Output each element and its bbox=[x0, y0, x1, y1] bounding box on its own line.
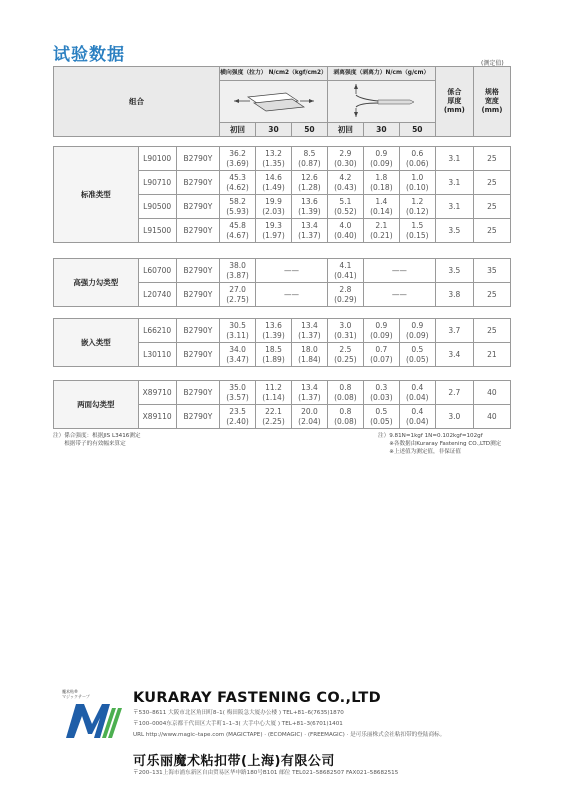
cn-company-name: 可乐丽魔术粘扣带(上海)有限公司 bbox=[133, 754, 335, 769]
peel-30-header: 30 bbox=[363, 123, 399, 137]
magic-tape-logo-icon bbox=[62, 700, 128, 740]
cell-s30: —— bbox=[256, 259, 328, 283]
cell-hook: X89710 bbox=[138, 381, 176, 405]
cell-s0: 35.0 (3.57) bbox=[220, 381, 256, 405]
cell-s0: 27.0 (2.75) bbox=[220, 283, 256, 307]
cell-p50: 0.4 (0.04) bbox=[399, 381, 435, 405]
cell-p50: 1.5 (0.15) bbox=[399, 219, 435, 243]
cell-hook: L30110 bbox=[138, 343, 176, 367]
cell-loop: B2790Y bbox=[176, 405, 219, 429]
cell-w: 21 bbox=[473, 343, 510, 367]
group-name: 高强力勾类型 bbox=[54, 259, 139, 307]
cell-s30: 19.9 (2.03) bbox=[256, 195, 292, 219]
cell-s50: 12.6 (1.28) bbox=[291, 171, 327, 195]
shear-initial-header: 初回 bbox=[220, 123, 256, 137]
cell-t: 3.5 bbox=[435, 259, 473, 283]
width-header: 规格 宽度 (mm) bbox=[473, 67, 510, 137]
cell-w: 25 bbox=[473, 219, 510, 243]
cell-hook: L91500 bbox=[138, 219, 176, 243]
data-group-table bbox=[53, 380, 511, 429]
cell-p30: 0.5 (0.05) bbox=[363, 405, 399, 429]
cell-p30: 0.9 (0.09) bbox=[363, 319, 399, 343]
shear-50-header: 50 bbox=[291, 123, 327, 137]
peel-50-header: 50 bbox=[399, 123, 435, 137]
cell-hook: L60700 bbox=[138, 259, 176, 283]
cell-loop: B2790Y bbox=[176, 319, 219, 343]
cell-p30: 0.7 (0.07) bbox=[363, 343, 399, 367]
shear-strength-header: 横向强度（拉力） N/cm2（kgf/cm2） bbox=[220, 67, 328, 81]
cell-w: 40 bbox=[473, 405, 510, 429]
table-row bbox=[54, 319, 511, 343]
notes-right: 注）9.81N=1kgf 1N=0.102kgf=102gf ※各数据由Kuraray Fastening CO.,LTD测定 ※上述值为测定值，非保证值 bbox=[378, 433, 502, 455]
cell-s30: 13.2 (1.35) bbox=[256, 147, 292, 171]
cell-w: 40 bbox=[473, 381, 510, 405]
cell-loop: B2790Y bbox=[176, 147, 219, 171]
cell-s0: 30.5 (3.11) bbox=[220, 319, 256, 343]
cell-hook: L90710 bbox=[138, 171, 176, 195]
cell-w: 25 bbox=[473, 319, 510, 343]
cell-hook: L66210 bbox=[138, 319, 176, 343]
cell-p0: 2.5 (0.25) bbox=[327, 343, 363, 367]
cell-p0: 3.0 (0.31) bbox=[327, 319, 363, 343]
cn-address: 〒200–131上海市浦东新区自由贸易区华申路180号B101 邮位 TEL021–58682507 FAX021–58682515 bbox=[133, 770, 399, 776]
table-row bbox=[54, 381, 511, 405]
peel-test-diagram bbox=[327, 81, 435, 123]
cell-p0: 2.9 (0.30) bbox=[327, 147, 363, 171]
cell-t: 3.1 bbox=[435, 147, 473, 171]
company-name: KURARAY FASTENING CO.,LTD bbox=[133, 690, 381, 706]
cell-hook: L90100 bbox=[138, 147, 176, 171]
cell-loop: B2790Y bbox=[176, 259, 219, 283]
cell-s0: 23.5 (2.40) bbox=[220, 405, 256, 429]
cell-s30: 18.5 (1.89) bbox=[256, 343, 292, 367]
peel-initial-header: 初回 bbox=[327, 123, 363, 137]
cell-s50: 13.4 (1.37) bbox=[291, 219, 327, 243]
cell-s50: 8.5 (0.87) bbox=[291, 147, 327, 171]
peel-diagram-icon bbox=[338, 81, 424, 119]
group-name: 嵌入类型 bbox=[54, 319, 139, 367]
cell-w: 25 bbox=[473, 283, 510, 307]
table-row bbox=[54, 147, 511, 171]
cell-t: 3.1 bbox=[435, 171, 473, 195]
cell-t: 3.7 bbox=[435, 319, 473, 343]
cell-p50: 0.5 (0.05) bbox=[399, 343, 435, 367]
cell-p0: 4.2 (0.43) bbox=[327, 171, 363, 195]
cell-p30: 1.8 (0.18) bbox=[363, 171, 399, 195]
cell-s0: 38.0 (3.87) bbox=[220, 259, 256, 283]
cell-p30: 2.1 (0.21) bbox=[363, 219, 399, 243]
cell-loop: B2790Y bbox=[176, 171, 219, 195]
data-group-table bbox=[53, 318, 511, 367]
cell-s30: 13.6 (1.39) bbox=[256, 319, 292, 343]
cell-p0: 0.8 (0.08) bbox=[327, 405, 363, 429]
shear-test-diagram bbox=[220, 81, 328, 123]
cell-loop: B2790Y bbox=[176, 381, 219, 405]
cell-p0: 4.1 (0.41) bbox=[327, 259, 363, 283]
cell-s0: 36.2 (3.69) bbox=[220, 147, 256, 171]
cell-loop: B2790Y bbox=[176, 343, 219, 367]
cell-p0: 0.8 (0.08) bbox=[327, 381, 363, 405]
cell-loop: B2790Y bbox=[176, 283, 219, 307]
shear-30-header: 30 bbox=[256, 123, 292, 137]
cell-p50: 1.0 (0.10) bbox=[399, 171, 435, 195]
cell-p0: 5.1 (0.52) bbox=[327, 195, 363, 219]
cell-hook: L90500 bbox=[138, 195, 176, 219]
cell-p0: 2.8 (0.29) bbox=[327, 283, 363, 307]
cell-t: 3.8 bbox=[435, 283, 473, 307]
cell-p50: 0.9 (0.09) bbox=[399, 319, 435, 343]
peel-strength-header: 剥离强度（剥离力）N/cm（g/cm） bbox=[327, 67, 435, 81]
cell-s0: 58.2 (5.93) bbox=[220, 195, 256, 219]
cell-p50: 0.4 (0.04) bbox=[399, 405, 435, 429]
address-tokyo: 〒100–0004东京都千代田区大手町1–1–3( 大手中心大厦 ) TEL+81–3(6701)1401 bbox=[133, 721, 343, 727]
cell-s30: —— bbox=[256, 283, 328, 307]
cell-p50: 0.6 (0.06) bbox=[399, 147, 435, 171]
combination-header: 组合 bbox=[54, 67, 220, 137]
cell-hook: L20740 bbox=[138, 283, 176, 307]
cell-s50: 13.4 (1.37) bbox=[291, 319, 327, 343]
cell-hook: X89110 bbox=[138, 405, 176, 429]
cell-s50: 20.0 (2.04) bbox=[291, 405, 327, 429]
cell-w: 25 bbox=[473, 171, 510, 195]
cell-t: 3.5 bbox=[435, 219, 473, 243]
cell-t: 3.1 bbox=[435, 195, 473, 219]
page-title: 试验数据 bbox=[53, 45, 125, 65]
table-row bbox=[54, 259, 511, 283]
cell-p30: 1.4 (0.14) bbox=[363, 195, 399, 219]
cell-s0: 45.8 (4.67) bbox=[220, 219, 256, 243]
cell-s50: 13.4 (1.37) bbox=[291, 381, 327, 405]
logo-caption: 魔术贴® マジックテープ bbox=[62, 689, 90, 699]
cell-loop: B2790Y bbox=[176, 219, 219, 243]
cell-t: 2.7 bbox=[435, 381, 473, 405]
cell-t: 3.4 bbox=[435, 343, 473, 367]
notes-left: 注）係合强度：根据JIS L3416测定 根据带子的有效幅来算定 bbox=[53, 433, 141, 447]
cell-s0: 34.0 (3.47) bbox=[220, 343, 256, 367]
cell-s0: 45.3 (4.62) bbox=[220, 171, 256, 195]
cell-t: 3.0 bbox=[435, 405, 473, 429]
cell-s50: 18.0 (1.84) bbox=[291, 343, 327, 367]
cell-p50: 1.2 (0.12) bbox=[399, 195, 435, 219]
cell-s30: 14.6 (1.49) bbox=[256, 171, 292, 195]
cell-s30: 19.3 (1.97) bbox=[256, 219, 292, 243]
cell-loop: B2790Y bbox=[176, 195, 219, 219]
address-osaka: 〒530–8611 大阪市北区角田町8–1( 梅田阪急大厦办公楼 ) TEL+81–6(7635)1870 bbox=[133, 710, 344, 716]
cell-s50: 13.6 (1.39) bbox=[291, 195, 327, 219]
cell-w: 35 bbox=[473, 259, 510, 283]
group-name: 两面勾类型 bbox=[54, 381, 139, 429]
test-data-table-standard bbox=[53, 66, 511, 151]
website-url: URL http://www.magic–tape.com (MAGICTAPE) · (ECOMAGIC) · (FREEMAGIC) · 是可乐丽株式会社粘扣带的登陆商标。 bbox=[133, 732, 446, 738]
cell-p0: 4.0 (0.40) bbox=[327, 219, 363, 243]
cell-s30: 22.1 (2.25) bbox=[256, 405, 292, 429]
shear-diagram-icon bbox=[230, 83, 316, 117]
data-group-table bbox=[53, 258, 511, 307]
measured-value-note: (测定值) bbox=[481, 60, 504, 67]
cell-p30: 0.9 (0.09) bbox=[363, 147, 399, 171]
data-group-table bbox=[53, 146, 511, 243]
magic-tape-logo bbox=[62, 690, 128, 740]
cell-p30: —— bbox=[363, 259, 435, 283]
cell-w: 25 bbox=[473, 147, 510, 171]
cell-s30: 11.2 (1.14) bbox=[256, 381, 292, 405]
group-name: 标准类型 bbox=[54, 147, 139, 243]
cell-p30: —— bbox=[363, 283, 435, 307]
cell-w: 25 bbox=[473, 195, 510, 219]
cell-p30: 0.3 (0.03) bbox=[363, 381, 399, 405]
thickness-header: 係合 厚度 (mm) bbox=[435, 67, 473, 137]
